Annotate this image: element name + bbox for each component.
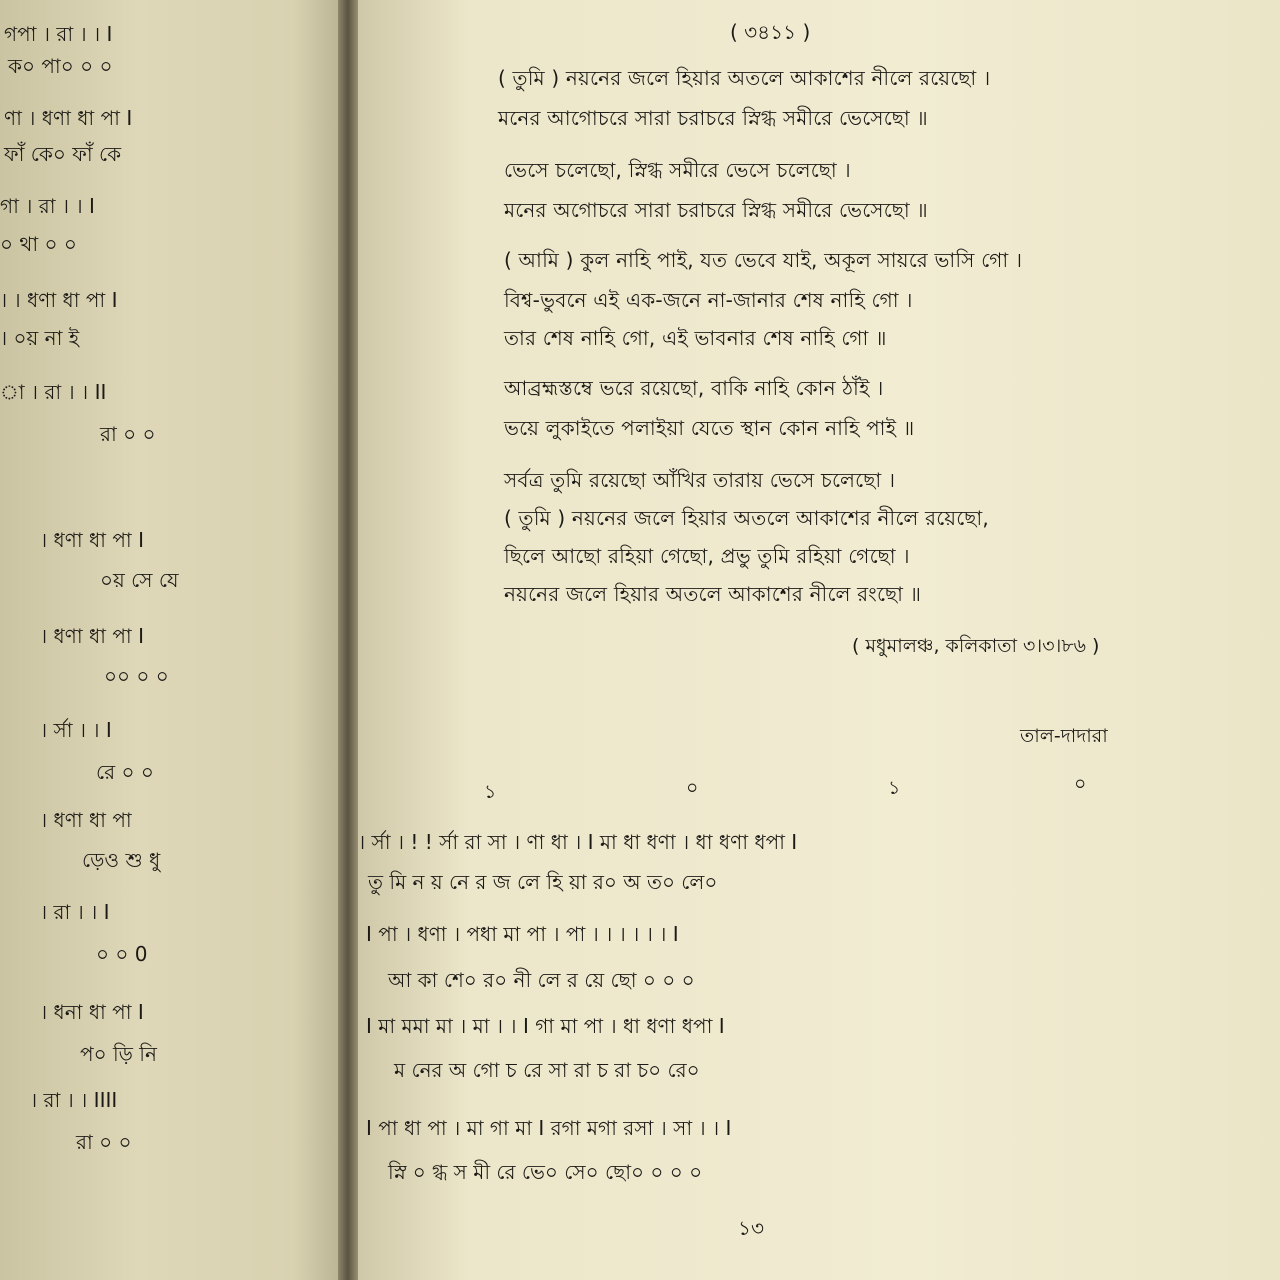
syllable-row-3: ম নের অ গো চ রে সা রা চ রা চ০ রে০ <box>394 1058 700 1082</box>
left-line-21: । ধনা ধা পা I <box>40 1000 144 1024</box>
left-line-23: । রা । । IIII <box>30 1088 118 1112</box>
tala-mark-4: ০ <box>1074 773 1087 795</box>
syllable-row-4: স্নি ০ গ্ধ স মী রে ভে০ সে০ ছো০ ০ ০ ০ <box>388 1160 703 1184</box>
left-line-5: গা । রা । । I <box>0 194 95 218</box>
left-line-24: রা ০ ০ <box>76 1130 132 1154</box>
tala-mark-3: ১ <box>888 777 901 799</box>
lyric-line-8: আব্রহ্মস্তম্বে ভরে রয়েছো, বাকি নাহি কোন ঠাঁই । <box>504 376 884 400</box>
lyric-line-13: নয়নের জলে হিয়ার অতলে আকাশের নীলে রংছো ॥ <box>504 582 922 606</box>
left-line-4: ফাঁ কে০ ফাঁ কে <box>4 142 122 166</box>
notation-row-4: I পা ধা পা । মা গা মা I রগা মগা রসা । সা । । I <box>366 1116 732 1140</box>
lyric-line-7: তার শেষ নাহি গো, এই ভাবনার শেষ নাহি গো ॥ <box>504 326 887 350</box>
left-line-19: । রা । । I <box>40 900 110 924</box>
lyric-line-12: ছিলে আছো রহিয়া গেছো, প্রভু তুমি রহিয়া গেছো । <box>504 544 910 568</box>
tala-mark-2: ০ <box>686 777 699 799</box>
footer-page-number: ১৩ <box>738 1216 764 1240</box>
left-line-17: । ধণা ধা পা <box>40 808 132 832</box>
lyric-line-10: সর্বত্র তুমি রয়েছো আঁখির তারায় ভেসে চলেছো । <box>504 468 896 492</box>
left-line-22: প০ ড়ি নি <box>80 1042 157 1066</box>
left-line-11: । ধণা ধা পা I <box>40 528 144 552</box>
left-line-6: ০ থা ০ ০ <box>0 232 77 256</box>
tala-label: তাল-দাদারা <box>1020 725 1108 747</box>
lyric-line-4: মনের অগোচরে সারা চরাচরে স্নিগ্ধ সমীরে ভেসেছো ॥ <box>504 198 928 222</box>
tala-mark-1: ১ <box>484 781 497 803</box>
page-number: ( ৩৪১১ ) <box>730 20 811 44</box>
lyric-line-1: ( তুমি ) নয়নের জলে হিয়ার অতলে আকাশের নীলে রয়েছো । <box>498 66 991 90</box>
left-line-3: ণা । ধণা ধা পা I <box>4 106 133 130</box>
composition-signature: ( মধুমালঞ্চ, কলিকাতা ৩।৩।৮৬ ) <box>852 635 1100 657</box>
notation-row-1: । র্সা । ! ! র্সা রা সা । ণা ধা । I মা ধা ধণা । ধা ধণা ধপা I <box>358 830 798 854</box>
notation-row-2: I পা । ধণা । পধা মা পা । পা । । । । । । I <box>366 922 679 946</box>
left-line-14: ০০ ০ ০ <box>104 664 169 688</box>
left-page <box>0 0 345 1280</box>
left-line-7: । । ধণা ধা পা I <box>0 288 118 312</box>
lyric-line-6: বিশ্ব-ভুবনে এই এক-জনে না-জানার শেষ নাহি গো । <box>504 288 913 312</box>
syllable-row-2: আ কা শে০ র০ নী লে র য়ে ছো ০ ০ ০ <box>388 968 695 992</box>
left-line-13: । ধণা ধা পা I <box>40 624 144 648</box>
left-line-10: রা ০ ০ <box>100 422 156 446</box>
book-gutter <box>338 0 360 1280</box>
left-line-2: ক০ পা০ ০ ০ <box>8 54 113 78</box>
lyric-line-3: ভেসে চলেছো, স্নিগ্ধ সমীরে ভেসে চলেছো । <box>504 158 851 182</box>
left-line-20: ০ ০ 0 <box>96 942 148 966</box>
left-line-9: া । রা । । II <box>0 380 107 404</box>
lyric-line-2: মনের আগোচরে সারা চরাচরে স্নিগ্ধ সমীরে ভেসেছো ॥ <box>498 106 928 130</box>
lyric-line-5: ( আমি ) কুল নাহি পাই, যত ভেবে যাই, অকূল সায়রে ভাসি গো । <box>504 248 1023 272</box>
left-line-1: গপা । রা । । I <box>4 22 113 46</box>
lyric-line-9: ভয়ে লুকাইতে পলাইয়া যেতে স্থান কোন নাহি পাই ॥ <box>504 416 915 440</box>
left-line-12: ০য় সে যে <box>100 568 179 592</box>
left-line-18: ড়েও শু ধু <box>82 848 161 872</box>
notation-row-3: I মা মমা মা । মা । । I গা মা পা । ধা ধণা ধপা I <box>366 1014 725 1038</box>
right-page <box>358 0 1280 1280</box>
left-line-16: রে ০ ০ <box>96 760 154 784</box>
left-line-15: । র্সা । । I <box>40 718 112 742</box>
syllable-row-1: তু মি ন য় নে র জ লে হি য়া র০ অ ত০ লে০ <box>368 870 718 894</box>
lyric-line-11: ( তুমি ) নয়নের জলে হিয়ার অতলে আকাশের নীলে রয়েছো, <box>504 506 989 530</box>
left-line-8: । ০য় না ই <box>0 326 80 350</box>
